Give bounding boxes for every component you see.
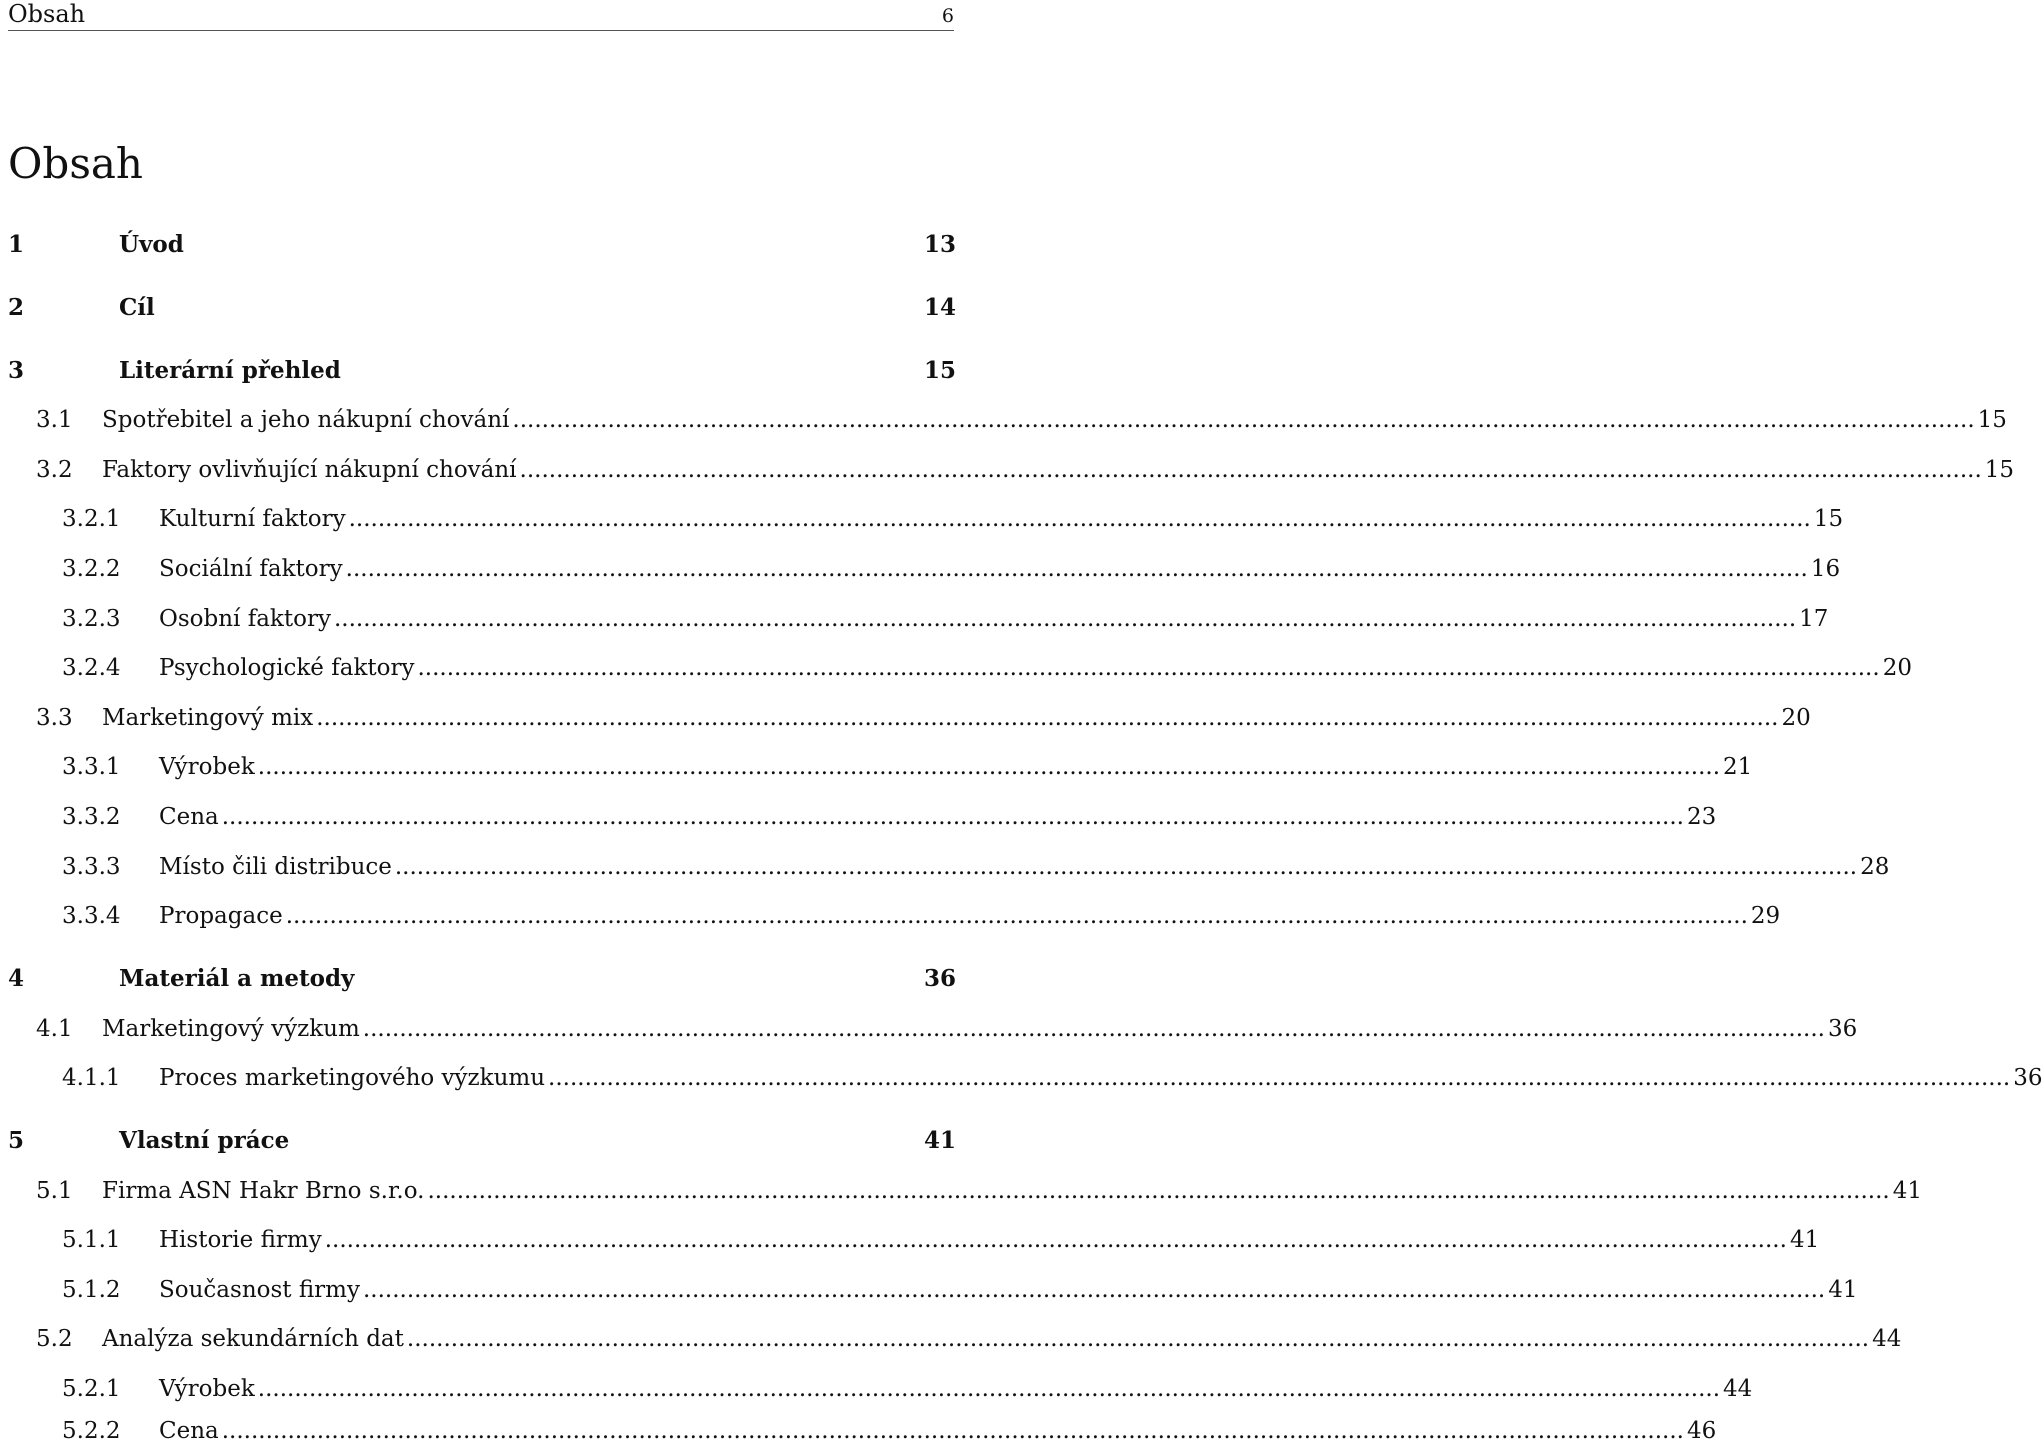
toc-heading: Obsah (8, 139, 143, 188)
toc-entry-page: 46 (1686, 1418, 1717, 1444)
toc-entry-number: 4.1.1 (62, 1065, 121, 1091)
toc-entry-page: 15 (1813, 506, 1844, 532)
toc-entry-number: 5.2 (36, 1326, 73, 1352)
toc-entry-page: 41 (1789, 1227, 1820, 1253)
toc-entry-page: 44 (1723, 1376, 1753, 1402)
toc-entry-number: 3.2.2 (62, 556, 121, 582)
toc-entry-title: Osobní faktory (159, 606, 331, 632)
toc-entry-subsection[interactable] (62, 1062, 2043, 1094)
toc-entry-subsection[interactable] (62, 652, 1912, 684)
toc-entry-page: 15 (1984, 457, 2015, 483)
toc-entry-page: 21 (1723, 754, 1753, 780)
toc-entry-section[interactable] (36, 1323, 1902, 1355)
toc-entry-section[interactable] (36, 454, 2015, 486)
toc-entry-title: Kulturní faktory (159, 506, 346, 532)
toc-dot-leader: ........................................................................................................................................................................................................ (362, 1016, 1825, 1042)
toc-entry-title: Materiál a metody (119, 965, 355, 992)
toc-entry-chapter[interactable] (8, 355, 956, 387)
toc-entry-title: Výrobek (159, 754, 255, 780)
toc-dot-leader: ........................................................................................................................................................................................................ (548, 1065, 2011, 1091)
toc-entry-number: 1 (8, 231, 25, 258)
toc-entry-page: 36 (2013, 1065, 2043, 1091)
toc-entry-title: Cíl (119, 294, 155, 321)
toc-dot-leader: ........................................................................................................................................................................................................ (221, 804, 1684, 830)
toc-entry-title: Marketingový výzkum (102, 1016, 360, 1042)
toc-entry-subsection[interactable] (62, 851, 1890, 883)
toc-entry-page: 15 (1977, 407, 2007, 433)
toc-entry-subsection[interactable] (62, 751, 1753, 783)
toc-entry-number: 3.2.1 (62, 506, 121, 532)
toc-entry-title: Cena (159, 804, 219, 830)
toc-dot-leader: ........................................................................................................................................................................................................ (257, 754, 1721, 780)
toc-entry-section[interactable] (36, 1175, 1922, 1207)
toc-entry-section[interactable] (36, 1013, 1858, 1045)
toc-entry-title: Faktory ovlivňující nákupní chování (102, 457, 517, 483)
toc-entry-number: 4.1 (36, 1016, 73, 1042)
toc-dot-leader: ........................................................................................................................................................................................................ (324, 1227, 1787, 1253)
toc-entry-subsection[interactable] (62, 1274, 1858, 1306)
toc-entry-subsection[interactable] (62, 900, 1781, 932)
toc-entry-chapter[interactable] (8, 229, 956, 261)
toc-entry-title: Historie firmy (159, 1227, 322, 1253)
toc-dot-leader: ........................................................................................................................................................................................................ (406, 1326, 1870, 1352)
toc-entry-number: 5.2.2 (62, 1418, 121, 1444)
toc-entry-title: Úvod (119, 231, 184, 258)
toc-entry-title: Sociální faktory (159, 556, 343, 582)
toc-dot-leader: ........................................................................................................................................................................................................ (316, 705, 1779, 731)
toc-entry-number: 3.2.4 (62, 655, 121, 681)
running-header-page-number: 6 (941, 5, 954, 27)
toc-entry-number: 4 (8, 965, 25, 992)
toc-dot-leader: ........................................................................................................................................................................................................ (362, 1277, 1826, 1303)
toc-entry-chapter[interactable] (8, 963, 956, 995)
toc-dot-leader: ........................................................................................................................................................................................................ (345, 556, 1808, 582)
toc-entry-page: 17 (1799, 606, 1829, 632)
toc-entry-page: 41 (923, 1127, 956, 1154)
toc-entry-number: 3.3.4 (62, 903, 121, 929)
toc-entry-page: 20 (1882, 655, 1912, 681)
toc-dot-leader: ........................................................................................................................................................................................................ (519, 457, 1982, 483)
toc-entry-section[interactable] (36, 404, 2007, 436)
toc-entry-page: 44 (1872, 1326, 1902, 1352)
toc-dot-leader: ........................................................................................................................................................................................................ (512, 407, 1975, 433)
toc-entry-subsection[interactable] (62, 801, 1717, 833)
toc-entry-page: 36 (923, 965, 956, 992)
toc-dot-leader: ........................................................................................................................................................................................................ (427, 1178, 1890, 1204)
toc-entry-number: 5 (8, 1127, 25, 1154)
toc-entry-page: 23 (1686, 804, 1717, 830)
toc-dot-leader: ........................................................................................................................................................................................................ (348, 506, 1811, 532)
toc-entry-section[interactable] (36, 702, 1811, 734)
toc-entry-page: 14 (923, 294, 956, 321)
toc-entry-number: 3.3 (36, 705, 73, 731)
toc-entry-number: 3.3.3 (62, 854, 121, 880)
toc-entry-title: Spotřebitel a jeho nákupní chování (102, 407, 510, 433)
toc-entry-number: 3.1 (36, 407, 73, 433)
toc-dot-leader: ........................................................................................................................................................................................................ (333, 606, 1797, 632)
toc-dot-leader: ........................................................................................................................................................................................................ (221, 1418, 1684, 1444)
toc-entry-title: Psychologické faktory (159, 655, 415, 681)
toc-entry-number: 3.3.1 (62, 754, 121, 780)
toc-entry-number: 3.2 (36, 457, 73, 483)
toc-entry-subsection[interactable] (62, 1224, 1820, 1256)
toc-entry-page: 29 (1750, 903, 1781, 929)
toc-entry-title: Marketingový mix (102, 705, 314, 731)
toc-entry-number: 3.3.2 (62, 804, 121, 830)
toc-dot-leader: ........................................................................................................................................................................................................ (417, 655, 1880, 681)
toc-entry-title: Cena (159, 1418, 219, 1444)
toc-entry-number: 2 (8, 294, 25, 321)
toc-dot-leader: ........................................................................................................................................................................................................ (257, 1376, 1721, 1402)
toc-entry-page: 41 (1828, 1277, 1858, 1303)
toc-entry-number: 5.1.1 (62, 1227, 121, 1253)
toc-entry-page: 13 (923, 231, 956, 258)
toc-entry-title: Proces marketingového výzkumu (159, 1065, 546, 1091)
toc-dot-leader: ........................................................................................................................................................................................................ (285, 903, 1748, 929)
toc-entry-number: 3 (8, 357, 25, 384)
running-header-title: Obsah (8, 0, 86, 28)
toc-entry-title: Firma ASN Hakr Brno s.r.o. (102, 1178, 425, 1204)
toc-entry-subsection[interactable] (62, 603, 1829, 635)
toc-entry-title: Současnost firmy (159, 1277, 360, 1303)
toc-entry-number: 5.1.2 (62, 1277, 121, 1303)
toc-entry-subsection[interactable] (62, 553, 1841, 585)
toc-entry-page: 16 (1810, 556, 1841, 582)
toc-entry-title: Místo čili distribuce (159, 854, 392, 880)
toc-entry-title: Propagace (159, 903, 283, 929)
toc-entry-chapter[interactable] (8, 1125, 956, 1157)
toc-entry-title: Výrobek (159, 1376, 255, 1402)
toc-entry-chapter[interactable] (8, 292, 956, 324)
toc-entry-page: 41 (1892, 1178, 1922, 1204)
toc-entry-number: 3.2.3 (62, 606, 121, 632)
toc-dot-leader: ........................................................................................................................................................................................................ (394, 854, 1858, 880)
toc-entry-subsection[interactable] (62, 1415, 1717, 1447)
toc-entry-number: 5.1 (36, 1178, 73, 1204)
toc-entry-page: 28 (1860, 854, 1890, 880)
toc-entry-subsection[interactable] (62, 1373, 1753, 1405)
toc-entry-page: 20 (1781, 705, 1811, 731)
toc-entry-title: Literární přehled (119, 357, 341, 384)
toc-entry-subsection[interactable] (62, 503, 1844, 535)
toc-entry-page: 36 (1827, 1016, 1858, 1042)
toc-entry-number: 5.2.1 (62, 1376, 121, 1402)
toc-entry-page: 15 (923, 357, 956, 384)
toc-entry-title: Vlastní práce (119, 1127, 290, 1154)
toc-entry-title: Analýza sekundárních dat (102, 1326, 404, 1352)
